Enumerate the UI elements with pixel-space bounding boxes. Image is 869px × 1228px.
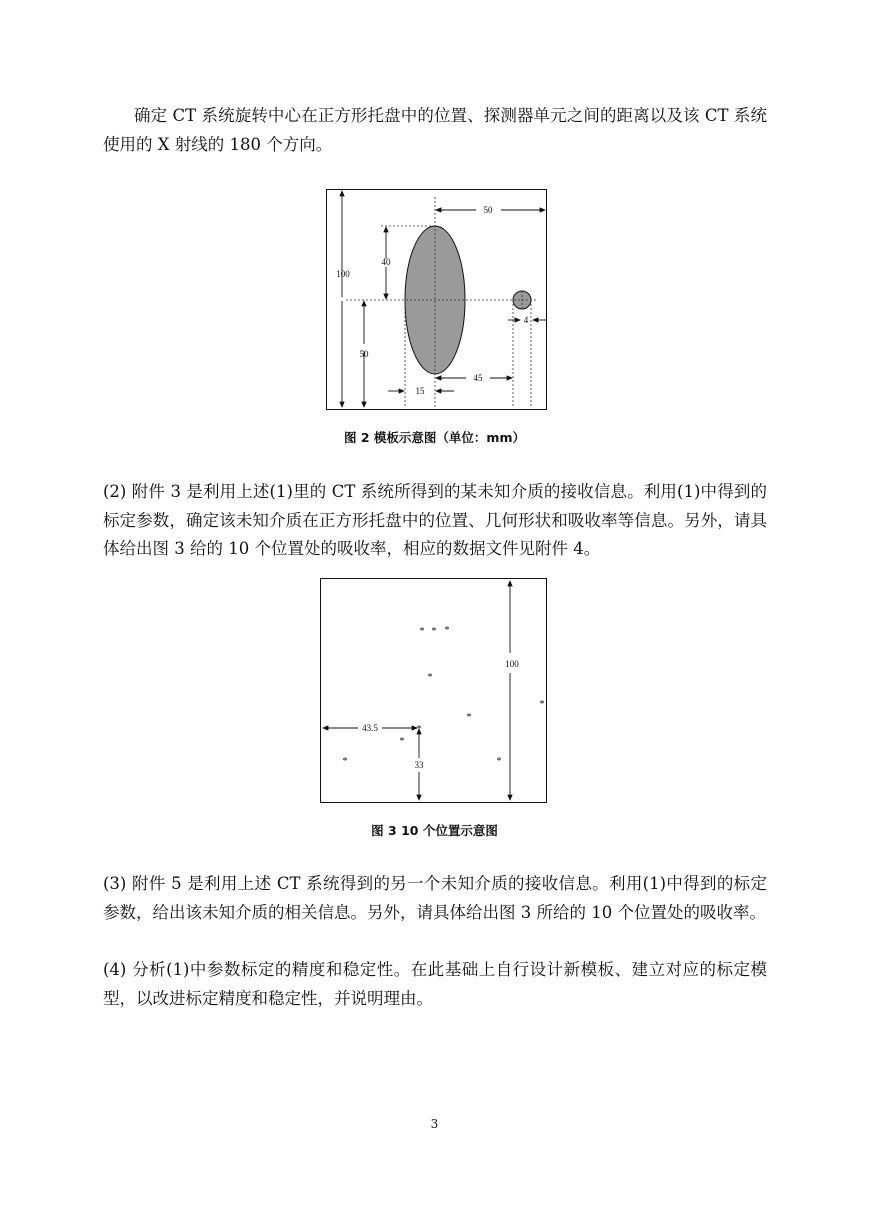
position-point: *: [342, 756, 348, 767]
label-50-width: 50: [483, 205, 493, 215]
label-50-half: 50: [359, 349, 369, 359]
position-point: *: [427, 672, 433, 683]
label-40: 40: [381, 257, 391, 267]
position-point: *: [416, 724, 422, 735]
figure-3-caption: 图 3 10 个位置示意图: [371, 823, 498, 838]
position-point: *: [431, 626, 437, 637]
figure-3-positions-diagram: [320, 578, 548, 804]
label-45: 45: [473, 373, 483, 383]
figure-2-caption: 图 2 模板示意图（单位：mm）: [344, 430, 525, 445]
question-3-paragraph: (3) 附件 5 是利用上述 CT 系统得到的另一个未知介质的接收信息。利用(1)中得到的标定参数，给出该未知介质的相关信息。另外，请具体给出图 3 所给的 10 个位置处的吸收率。: [103, 874, 767, 922]
label-100-height: 100: [336, 269, 350, 279]
position-point: *: [399, 736, 405, 747]
position-point: *: [496, 756, 502, 767]
position-point: *: [466, 712, 472, 723]
label-100-fig3: 100: [505, 659, 519, 669]
tray-square-fig3: [321, 579, 547, 803]
position-point: *: [539, 699, 545, 710]
label-15: 15: [415, 386, 425, 396]
position-point: *: [419, 626, 425, 637]
question-4-paragraph: (4) 分析(1)中参数标定的精度和稳定性。在此基础上自行设计新模板、建立对应的标定模型，以改进标定精度和稳定性，并说明理由。: [103, 960, 767, 1008]
position-point: *: [444, 625, 450, 636]
page-number: 3: [430, 1117, 439, 1131]
question-2-paragraph: (2) 附件 3 是利用上述(1)里的 CT 系统所得到的某未知介质的接收信息。利用(1)中得到的标定参数，确定该未知介质在正方形托盘中的位置、几何形状和吸收率等信息。另外，请具体给出图 3 给的 10 个位置处的吸收率，相应的数据文件见附件 4。: [103, 482, 767, 558]
intro-paragraph: 确定 CT 系统旋转中心在正方形托盘中的位置、探测器单元之间的距离以及该 CT 系统使用的 X 射线的 180 个方向。: [103, 106, 767, 154]
figure-2-template-diagram: [326, 189, 548, 411]
label-33: 33: [414, 760, 424, 770]
label-43-5: 43.5: [362, 723, 378, 733]
label-4: 4: [523, 315, 529, 325]
